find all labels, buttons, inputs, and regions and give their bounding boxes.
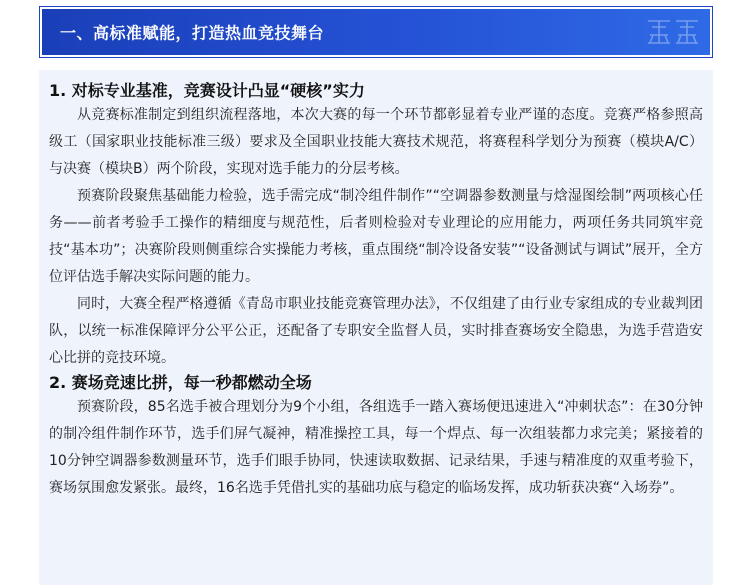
decorative-pattern-icon [640, 13, 704, 53]
section-1-paragraph-1: 从竞赛标准制定到组织流程落地，本次大赛的每一个环节都彰显着专业严谨的态度。竞赛严格参照高级工（国家职业技能标准三级）要求及全国职业技能大赛技术规范，将赛程科学划分为预赛（模块A/C）与决赛（模块B）两个阶段，实现对选手能力的分层考核。 [49, 107, 703, 177]
section-1-paragraph-3: 同时，大赛全程严格遵循《青岛市职业技能竞赛管理办法》，不仅组建了由行业专家组成的专业裁判团队，以统一标准保障评分公平公正，还配备了专职安全监督人员，实时排查赛场安全隐患，为选手营造安心比拼的竞技环境。 [49, 296, 703, 366]
section-banner [39, 6, 713, 58]
section-1-paragraph-2: 预赛阶段聚焦基础能力检验，选手需完成“制冷组件制作”“空调器参数测量与焓湿图绘制”两项核心任务——前者考验手工操作的精细度与规范性，后者则检验对专业理论的应用能力，两项任务共同筑牢竞技“基本功”；决赛阶段则侧重综合实操能力考核，重点围绕“制冷设备安装”“设备测试与调试”展开，全方位评估选手解决实际问题的能力。 [49, 188, 703, 285]
banner-title: 一、高标准赋能，打造热血竞技舞台 [60, 23, 325, 43]
section-2-paragraph-1: 预赛阶段，85名选手被合理划分为9个小组，各组选手一踏入赛场便迅速进入“冲刺状态”：在30分钟的制冷组件制作环节，选手们屏气凝神，精准操控工具，每一个焊点、每一次组装都力求完美；紧接着的10分钟空调器参数测量环节，选手们眼手协同，快速读取数据、记录结果，手速与精准度的双重考验下，赛场氛围愈发紧张。最终，16名选手凭借扎实的基础功底与稳定的临场发挥，成功斩获决赛“入场券”。 [49, 399, 703, 496]
section-heading-2: 2. 赛场竞速比拼，每一秒都燃动全场 [49, 373, 312, 392]
section-heading-1: 1. 对标专业基准，竞赛设计凸显“硬核”实力 [49, 81, 365, 100]
article-body [39, 70, 713, 585]
banner-bar [42, 9, 710, 55]
